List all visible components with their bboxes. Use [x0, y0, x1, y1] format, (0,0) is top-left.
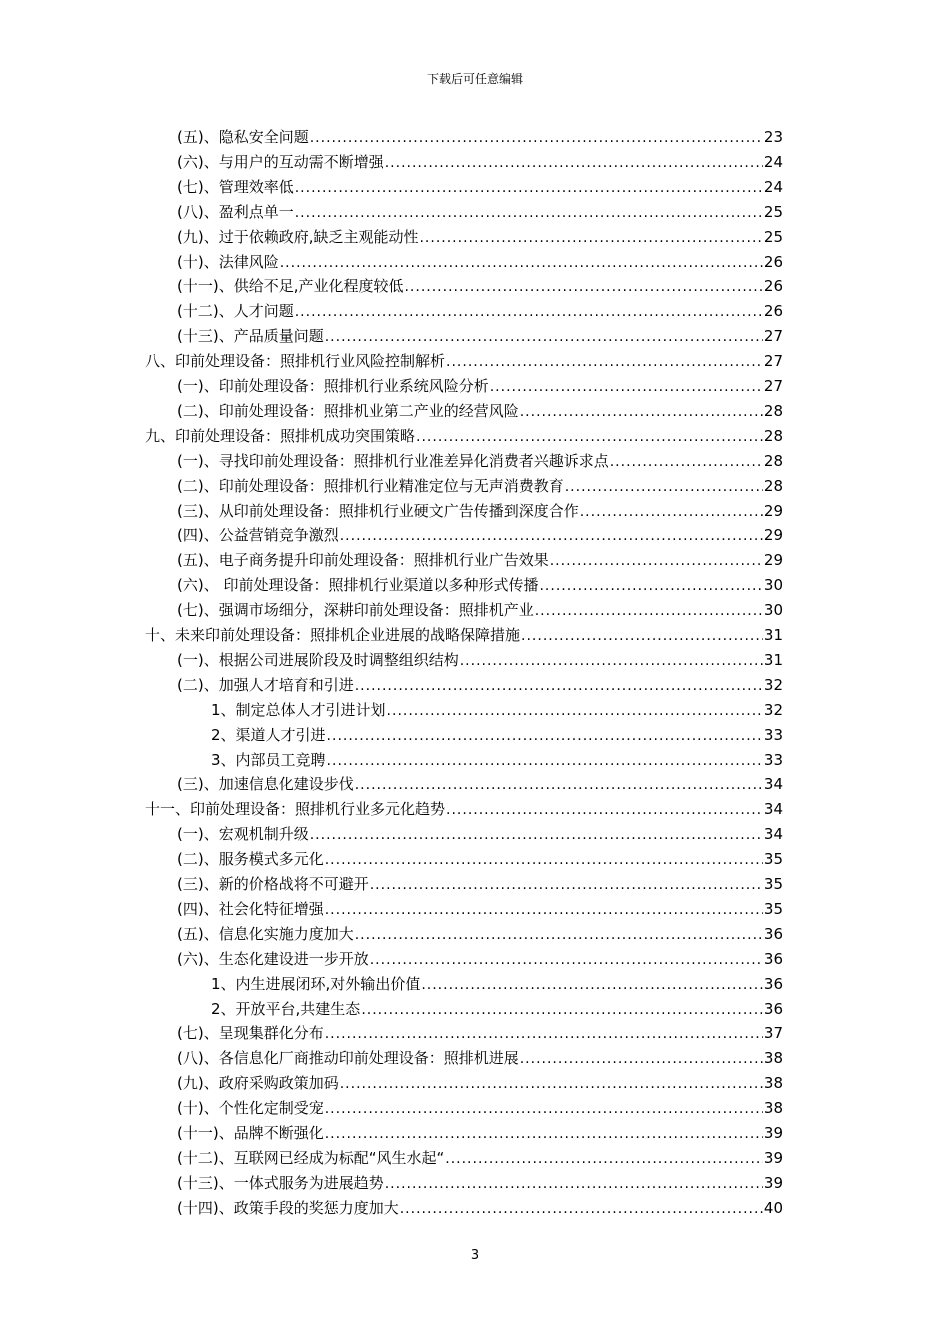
toc-entry[interactable] — [177, 523, 783, 548]
toc-entry-page: 33 — [763, 750, 783, 769]
toc-entry-title: 八、印前处理设备：照排机行业风险控制解析 — [145, 352, 446, 371]
toc-entry-page: 39 — [763, 1173, 783, 1192]
toc-entry-title: (五)、信息化实施力度加大 — [177, 924, 354, 943]
toc-dot-leader — [370, 873, 763, 898]
toc-entry[interactable] — [145, 623, 783, 648]
toc-dot-leader — [550, 549, 763, 574]
toc-entry-title: 3、内部员工竞聘 — [211, 750, 326, 769]
toc-entry-title: (六)、与用户的互动需不断增强 — [177, 152, 384, 171]
toc-dot-leader — [387, 699, 763, 724]
toc-entry-page: 26 — [763, 277, 783, 296]
toc-dot-leader — [404, 275, 762, 300]
toc-entry-page: 36 — [763, 949, 783, 968]
toc-dot-leader — [295, 176, 763, 201]
toc-entry[interactable] — [177, 150, 783, 175]
toc-entry-title: (十)、个性化定制受宠 — [177, 1099, 324, 1118]
toc-dot-leader — [385, 1172, 763, 1197]
toc-entry-title: (二)、服务模式多元化 — [177, 850, 324, 869]
toc-entry-page: 25 — [763, 227, 783, 246]
toc-entry[interactable] — [177, 648, 783, 673]
toc-entry-title: (八)、各信息化厂商推动印前处理设备：照排机进展 — [177, 1049, 519, 1068]
toc-dot-leader — [446, 798, 763, 823]
toc-dot-leader — [565, 475, 763, 500]
toc-entry-title: (十)、法律风险 — [177, 252, 279, 271]
toc-entry-title: (十二)、互联网已经成为标配“风生水起“ — [177, 1148, 445, 1167]
toc-entry-title: (一)、印前处理设备：照排机行业系统风险分析 — [177, 377, 489, 395]
toc-entry-title: (一)、根据公司进展阶段及时调整组织结构 — [177, 650, 459, 669]
toc-entry-page: 37 — [763, 1024, 783, 1043]
toc-entry-page: 39 — [763, 1148, 783, 1167]
page-header: 下载后可任意编辑 — [426, 72, 523, 86]
toc-dot-leader — [446, 350, 763, 375]
toc-entry-page: 36 — [763, 999, 783, 1018]
toc-entry[interactable] — [177, 399, 783, 424]
toc-entry-title: (五)、隐私安全问题 — [177, 128, 309, 146]
toc-entry-page: 28 — [763, 426, 783, 445]
toc-dot-leader — [355, 674, 763, 699]
toc-entry-title: (十三)、产品质量问题 — [177, 327, 324, 346]
toc-dot-leader — [355, 773, 763, 798]
toc-entry[interactable] — [177, 1046, 783, 1071]
toc-entry[interactable] — [177, 324, 783, 349]
toc-entry[interactable] — [211, 748, 783, 773]
toc-entry[interactable] — [177, 200, 783, 225]
toc-entry[interactable] — [177, 897, 783, 922]
toc-entry-page: 30 — [763, 576, 783, 595]
toc-entry-title: (四)、公益营销竞争激烈 — [177, 526, 339, 545]
toc-entry[interactable] — [177, 1171, 783, 1196]
toc-entry-page: 27 — [763, 377, 783, 395]
toc-entry-page: 31 — [763, 626, 783, 644]
toc-dot-leader — [419, 226, 762, 251]
toc-entry[interactable] — [177, 1121, 783, 1146]
toc-entry-title: (六)、生态化建设进一步开放 — [177, 949, 369, 968]
toc-entry-page: 31 — [763, 650, 783, 669]
toc-dot-leader — [445, 1147, 763, 1172]
toc-entry-title: 2、渠道人才引进 — [211, 725, 326, 744]
toc-dot-leader — [325, 848, 763, 873]
toc-entry-title: (七)、管理效率低 — [177, 177, 294, 196]
toc-entry-title: 九、印前处理设备：照排机成功突围策略 — [145, 426, 416, 445]
toc-entry[interactable] — [177, 598, 783, 623]
toc-dot-leader — [340, 1072, 763, 1097]
toc-entry-title: 十、未来印前处理设备：照排机企业进展的战略保障措施 — [145, 626, 521, 644]
toc-entry[interactable] — [211, 997, 783, 1022]
toc-entry[interactable] — [177, 274, 783, 299]
toc-entry-title: (二)、印前处理设备：照排机业第二产业的经营风险 — [177, 401, 519, 420]
toc-entry-title: (十一)、供给不足,产业化程度较低 — [177, 277, 404, 296]
toc-entry-page: 23 — [763, 128, 783, 146]
toc-entry-page: 35 — [763, 875, 783, 893]
toc-entry-page: 35 — [763, 899, 783, 918]
toc-entry[interactable] — [211, 723, 783, 748]
toc-dot-leader — [370, 948, 763, 973]
toc-dot-leader — [325, 1022, 763, 1047]
toc-entry-title: (五)、电子商务提升印前处理设备：照排机行业广告效果 — [177, 551, 549, 570]
toc-entry-title: (九)、政府采购政策加码 — [177, 1074, 339, 1093]
toc-entry-title: (一)、寻找印前处理设备：照排机行业准差异化消费者兴趣诉求点 — [177, 451, 609, 470]
toc-dot-leader — [325, 1097, 763, 1122]
toc-entry-page: 38 — [763, 1074, 783, 1093]
toc-entry-title: (十三)、一体式服务为进展趋势 — [177, 1173, 384, 1192]
toc-entry-page: 35 — [763, 850, 783, 869]
toc-entry-title: (七)、强调市场细分，深耕印前处理设备：照排机产业 — [177, 601, 534, 620]
toc-dot-leader — [520, 1047, 763, 1072]
toc-entry-title: (八)、盈利点单一 — [177, 202, 294, 221]
toc-entry[interactable] — [177, 673, 783, 698]
toc-entry-title: (十二)、人才问题 — [177, 302, 294, 321]
toc-entry[interactable] — [177, 772, 783, 797]
toc-dot-leader — [460, 649, 763, 674]
toc-dot-leader — [580, 500, 763, 525]
toc-entry-page: 24 — [763, 177, 783, 196]
toc-entry[interactable] — [177, 474, 783, 499]
toc-entry[interactable] — [177, 499, 783, 524]
toc-entry[interactable] — [177, 125, 783, 150]
toc-dot-leader — [535, 599, 763, 624]
toc-entry-title: (十一)、品牌不断强化 — [177, 1124, 324, 1142]
toc-dot-leader — [295, 201, 763, 226]
toc-dot-leader — [361, 998, 763, 1023]
toc-entry-title: (六)、 印前处理设备：照排机行业渠道以多种形式传播 — [177, 576, 539, 595]
toc-entry-page: 34 — [763, 825, 783, 844]
toc-entry-page: 32 — [763, 675, 783, 694]
toc-entry-title: (四)、社会化特征增强 — [177, 899, 324, 918]
toc-dot-leader — [325, 325, 763, 350]
toc-dot-leader — [325, 898, 763, 923]
toc-dot-leader — [327, 749, 763, 774]
toc-entry[interactable] — [177, 548, 783, 573]
toc-dot-leader — [340, 524, 763, 549]
toc-entry[interactable] — [145, 349, 783, 374]
toc-entry-title: (二)、加强人才培育和引进 — [177, 675, 354, 694]
toc-entry-title: (三)、加速信息化建设步伐 — [177, 775, 354, 794]
toc-entry-title: (九)、过于依赖政府,缺乏主观能动性 — [177, 227, 419, 246]
toc-entry[interactable] — [177, 947, 783, 972]
toc-entry[interactable] — [145, 424, 783, 449]
toc-entry[interactable] — [177, 1071, 783, 1096]
toc-entry-title: 十一、印前处理设备：照排机行业多元化趋势 — [145, 800, 446, 819]
toc-dot-leader — [400, 1197, 763, 1222]
toc-dot-leader — [310, 126, 763, 151]
toc-dot-leader — [610, 450, 763, 475]
toc-entry[interactable] — [177, 175, 783, 200]
toc-entry-title: (七)、呈现集群化分布 — [177, 1024, 324, 1043]
toc-entry-page: 29 — [763, 551, 783, 570]
toc-dot-leader — [520, 400, 763, 425]
toc-dot-leader — [280, 251, 763, 276]
toc-entry[interactable] — [177, 573, 783, 598]
toc-dot-leader — [421, 973, 763, 998]
toc-entry[interactable] — [177, 1146, 783, 1171]
toc-entry-page: 28 — [763, 476, 783, 495]
toc-dot-leader — [539, 574, 762, 599]
toc-entry-page: 39 — [763, 1124, 783, 1142]
toc-entry[interactable] — [177, 1196, 783, 1221]
toc-entry-page: 38 — [763, 1099, 783, 1118]
toc-entry-page: 36 — [763, 924, 783, 943]
toc-entry[interactable] — [177, 822, 783, 847]
toc-entry[interactable] — [177, 872, 783, 897]
toc-entry-page: 34 — [763, 775, 783, 794]
toc-dot-leader — [416, 425, 763, 450]
toc-entry-page: 36 — [763, 974, 783, 993]
toc-entry-page: 34 — [763, 800, 783, 819]
toc-entry-page: 27 — [763, 327, 783, 346]
toc-dot-leader — [295, 300, 763, 325]
toc-entry-page: 38 — [763, 1049, 783, 1068]
toc-entry-page: 26 — [763, 302, 783, 321]
toc-entry-page: 26 — [763, 252, 783, 271]
toc-entry-title: 2、开放平台,共建生态 — [211, 999, 361, 1018]
toc-entry-page: 29 — [763, 526, 783, 545]
toc-entry-title: 1、制定总体人才引进计划 — [211, 700, 386, 719]
toc-entry-page: 28 — [763, 401, 783, 420]
toc-entry[interactable] — [177, 449, 783, 474]
toc-entry-page: 29 — [763, 501, 783, 520]
toc-entry-page: 40 — [763, 1198, 783, 1217]
toc-entry-title: 1、内生进展闭环,对外输出价值 — [211, 974, 421, 993]
toc-entry-page: 24 — [763, 152, 783, 171]
toc-entry-title: (三)、从印前处理设备：照排机行业硬文广告传播到深度合作 — [177, 501, 579, 520]
toc-entry-page: 30 — [763, 601, 783, 620]
toc-dot-leader — [325, 1122, 763, 1147]
toc-entry-page: 33 — [763, 725, 783, 744]
toc-dot-leader — [327, 724, 763, 749]
toc-entry[interactable] — [177, 225, 783, 250]
toc-entry[interactable] — [177, 847, 783, 872]
toc-entry-title: (三)、新的价格战将不可避开 — [177, 875, 369, 893]
toc-entry-title: (一)、宏观机制升级 — [177, 825, 309, 844]
toc-entry-page: 25 — [763, 202, 783, 221]
toc-entry[interactable] — [177, 374, 783, 399]
toc-entry-page: 32 — [763, 700, 783, 719]
toc-entry[interactable] — [177, 299, 783, 324]
toc-entry-page: 28 — [763, 451, 783, 470]
toc-entry-title: (十四)、政策手段的奖惩力度加大 — [177, 1198, 399, 1217]
toc-entry[interactable] — [177, 250, 783, 275]
toc-dot-leader — [310, 823, 763, 848]
toc-entry[interactable] — [211, 698, 783, 723]
toc-entry-title: (二)、印前处理设备：照排机行业精准定位与无声消费教育 — [177, 476, 564, 495]
toc-entry-page: 27 — [763, 352, 783, 371]
toc-dot-leader — [521, 624, 763, 649]
toc-entry[interactable] — [145, 797, 783, 822]
toc-dot-leader — [355, 923, 763, 948]
toc-entry[interactable] — [177, 922, 783, 947]
toc-dot-leader — [385, 151, 763, 176]
toc-entry[interactable] — [211, 972, 783, 997]
toc-entry[interactable] — [177, 1096, 783, 1121]
toc-dot-leader — [490, 375, 763, 400]
toc-entry[interactable] — [177, 1021, 783, 1046]
page-number: 3 — [470, 1248, 480, 1263]
